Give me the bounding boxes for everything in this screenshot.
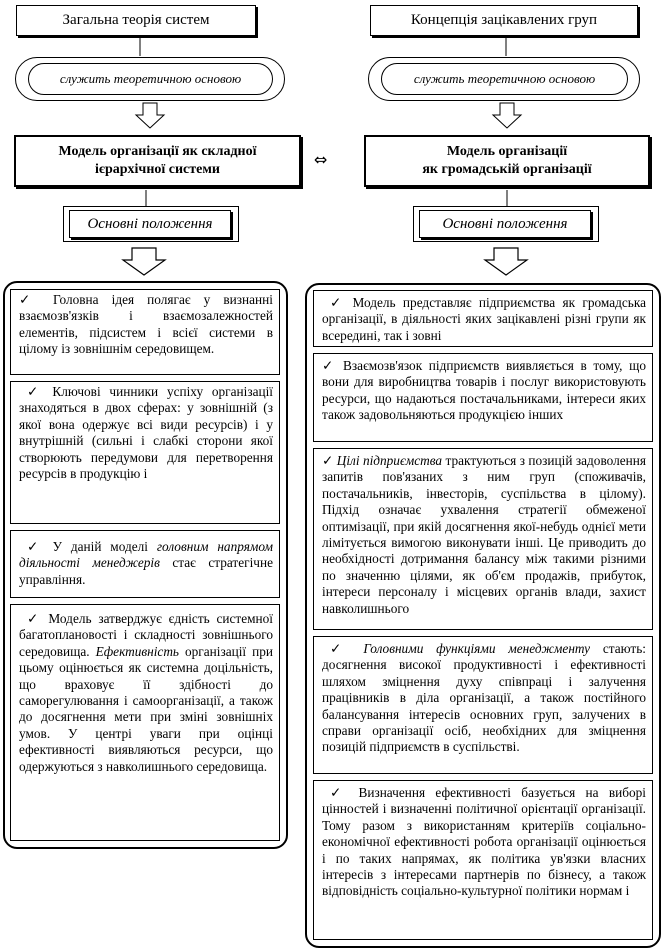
right-principles-text: Основні положення xyxy=(442,215,568,232)
check-icon: ✓ xyxy=(27,539,44,554)
left-principles xyxy=(69,210,231,238)
right-block-arrow-1 xyxy=(492,103,522,129)
check-icon: ✓ xyxy=(322,453,334,468)
right-item-4 xyxy=(313,636,653,774)
right-item-5-text: Визначення ефективності базується на виборі цінностей і визначенні політичної орієнтації організації. Тому разом з використанням критеріїв соціально-економічної ефективності робота організації оцінюється і по таких напрямах, як політика ув'язки власних інтересів з інтересами партнерів по бізнесу, а також відповідність соціально-культурної політики нормам і xyxy=(322,785,646,899)
left-item-4-post: організації при цьому оцінюється як системна доцільність, що враховує її здібності до саморегулювання і самоорганізації, а також до досягнення мети при зміні зовнішніх умов. У центрі уваги при оцінці ефективності виявляються ресурси, що одержуються з навколишнього середовища. xyxy=(19,643,273,774)
right-model-box xyxy=(364,135,650,187)
right-top-title-text: Концепція зацікавлених груп xyxy=(410,12,598,28)
left-item-2-text: Ключові чинники успіху організації знаходяться в двох сферах: у зовнішній (з якої вона одержує всі види ресурсів) і у внутрішній (сильні і слабкі сторони якої створюють передумови для перетворення ресурсів в продукцію і xyxy=(19,384,273,482)
left-top-title xyxy=(16,5,256,36)
left-item-3-post: стає стратегічне управління. xyxy=(19,555,274,587)
left-item-3-pre: У даній моделі xyxy=(52,539,157,554)
left-item-4-italic: Ефективність xyxy=(95,643,179,659)
right-item-3-post: трактуються з позицій задоволення запитів пов'язаних з ним груп (споживачів, постачальників, інвесторів, суспільства в цілому). Підхід означає ухвалення стратегії обмеженої оптимізації, при якій досягнення якої-небудь однієї мети лімітується вимогою виконувати інші. Це приводить до необхідності дотримання балансу між такими різними по значенню цілями, як об'єм продажів, прибуток, інтереси персоналу і місцевих органів влади, захист навколишнього xyxy=(322,453,646,616)
left-item-2 xyxy=(10,381,280,524)
right-principles xyxy=(419,210,591,238)
left-item-4-pre: Модель затверджує єдність системної багатоплановості і складності зовнішнього середовища. xyxy=(19,611,273,659)
left-basis xyxy=(28,63,273,95)
left-top-title-text: Загальна теорія систем xyxy=(62,12,210,28)
check-icon: ✓ xyxy=(19,292,40,307)
left-item-3 xyxy=(10,530,280,598)
left-item-4 xyxy=(10,604,280,841)
left-item-1 xyxy=(10,289,280,375)
check-icon: ✓ xyxy=(27,384,44,399)
right-item-2 xyxy=(313,353,653,442)
right-top-title xyxy=(370,5,638,36)
right-model-line1: Модель організації xyxy=(446,144,568,159)
left-model-line2: ієрархічної системи xyxy=(95,162,220,177)
right-item-5 xyxy=(313,780,653,940)
right-item-2-text: Взаємозв'язок підприємств виявляється в тому, що вони для виробництва товарів і послуг використовують ресурси, що надаються постачальниками, інтереси яких також задовольняються продукцією інших xyxy=(322,358,646,423)
check-icon: ✓ xyxy=(330,641,351,656)
check-icon: ✓ xyxy=(330,785,349,800)
right-item-3 xyxy=(313,448,653,630)
right-item-1 xyxy=(313,290,653,347)
left-item-1-text: Головна ідея полягає у визнанні взаємозв'язків і взаємозалежностей елементів, підсистем і всієї системи в цілому із зовнішнім середовищем. xyxy=(19,292,273,357)
check-icon: ✓ xyxy=(330,295,346,310)
right-arrow-down-2 xyxy=(506,190,508,206)
right-basis xyxy=(381,63,628,95)
left-item-3-italic: головним напрямом діяльності менеджерів xyxy=(19,539,273,571)
left-basis-text: служить теоретичною основою xyxy=(59,71,242,86)
right-block-arrow-2 xyxy=(484,248,528,276)
right-item-4-italic: Головними функціями менеджменту xyxy=(363,641,591,656)
bidirectional-arrow-icon: ⇔ xyxy=(314,150,328,169)
left-block-arrow-2 xyxy=(122,248,166,276)
right-basis-text: служить теоретичною основою xyxy=(413,71,596,86)
left-model-line1: Модель організації як складної xyxy=(58,144,257,159)
left-principles-text: Основні положення xyxy=(87,215,213,232)
left-block-arrow-1 xyxy=(135,103,165,129)
right-item-1-text: Модель представляє підприємства як громадська організації, в діяльності яких зацікавлені різні групи як всередині, так і зовні xyxy=(322,295,646,343)
right-arrow-down-1 xyxy=(505,36,507,56)
right-item-4-post: стають: досягнення високої продуктивності і ефективності шляхом зміцнення духу співпраці і залучення працівників в діла організації, а також постійного балансування інтересів основних груп, залучених в справи організації осіб, необхідних для зміцнення позицій підприємств в суспільстві. xyxy=(322,641,646,755)
check-icon: ✓ xyxy=(322,358,337,373)
left-arrow-down-1 xyxy=(139,36,141,56)
check-icon: ✓ xyxy=(27,611,42,626)
left-arrow-down-2 xyxy=(145,190,147,206)
right-model-line2: як громадській організації xyxy=(422,162,592,177)
left-model-box xyxy=(14,135,301,187)
right-item-3-italic: Цілі підприємства xyxy=(336,453,443,468)
